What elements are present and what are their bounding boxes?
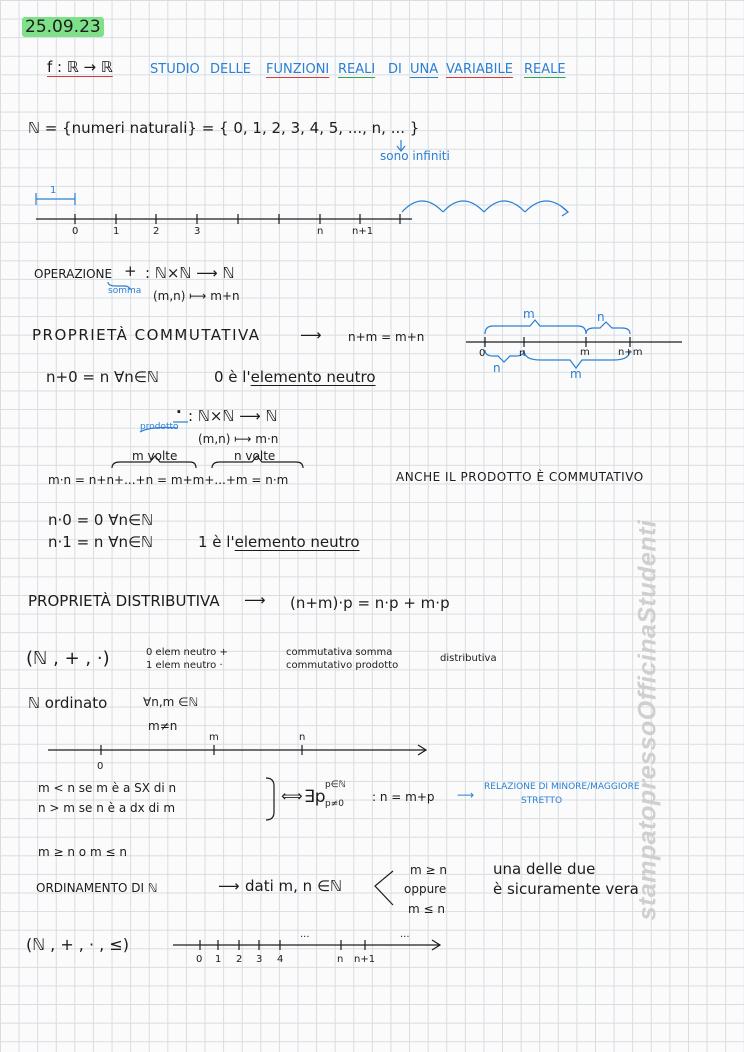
naturals-definition: ℕ = {numeri naturali} = { 0, 1, 2, 3, 4, 5, ..., n, ... } [28, 119, 420, 137]
geq-line: m ≥ n o m ≤ n [38, 845, 127, 859]
title-studio: STUDIO [150, 62, 200, 77]
tick-label: 2 [153, 226, 160, 237]
relation-exists-sup: p∈ℕ [325, 780, 346, 790]
neutral-prod-line1: n·0 = 0 ∀n∈ℕ [48, 511, 154, 529]
product-map: : ℕ×ℕ ⟶ ℕ [188, 407, 278, 425]
commutative-arrow: ⟶ [300, 326, 322, 344]
relation-note-2: STRETTO [521, 796, 563, 806]
diagram-nm-axis: n+m [618, 347, 643, 358]
ordered-cond: m≠n [148, 719, 178, 733]
final-tick: 4 [277, 954, 284, 965]
title-reale: REALE [524, 62, 566, 77]
title-map: f : ℝ → ℝ [47, 58, 113, 76]
distributive-label: PROPRIETÀ DISTRIBUTIVA [28, 592, 220, 610]
tick-label: 3 [194, 226, 201, 237]
sum-map: : ℕ×ℕ ⟶ ℕ [145, 264, 235, 282]
final-tick: 0 [196, 954, 203, 965]
n-volte: n volte [234, 449, 276, 463]
final-tick: n+1 [354, 954, 376, 965]
structure-comm-prod: commutativo prodotto [286, 660, 399, 671]
ordering-given: dati m, n ∈ℕ [245, 877, 343, 895]
diagram-m-bottom: m [570, 367, 582, 381]
operation-label: OPERAZIONE [34, 267, 113, 281]
ordering-right-1: una delle due [493, 860, 596, 878]
sum-symbol: + [124, 262, 137, 280]
title-una: UNA [410, 62, 439, 77]
ordering-label: ORDINAMENTO DI ℕ [36, 881, 158, 895]
ordering-opt3: m ≤ n [408, 902, 445, 916]
tick-label: n+1 [352, 226, 374, 237]
distributive-arrow: ⟶ [244, 591, 266, 609]
distributive-formula: (n+m)·p = n·p + m·p [290, 594, 450, 612]
diagram-zero: 0 [479, 348, 486, 359]
ordered-tick-0: 0 [97, 761, 104, 772]
diagram-n-bottom: n [493, 361, 501, 375]
ordered-quant: ∀n,m ∈ℕ [143, 695, 199, 709]
ordering-right-2: è sicuramente vera [493, 880, 639, 898]
commutative-formula: n+m = m+n [348, 330, 425, 344]
neutral-prod-line2: n·1 = n ∀n∈ℕ [48, 533, 154, 551]
title-reali: REALI [338, 62, 376, 77]
product-symbol: · [176, 403, 182, 421]
product-note: prodotto [140, 422, 179, 432]
watermark: stampatopressoOfficinaStudenti [633, 519, 662, 921]
final-tick: n [337, 954, 344, 965]
sum-rule: (m,n) ⟼ m+n [153, 289, 240, 303]
relation-note-1: RELAZIONE DI MINORE/MAGGIORE [484, 782, 640, 792]
final-tick: 2 [236, 954, 243, 965]
diagram-m-top: m [523, 307, 535, 321]
neutral-sum-formula: n+0 = n ∀n∈ℕ [46, 368, 159, 386]
ordered-label: ℕ ordinato [28, 694, 108, 712]
naturals-note: sono infiniti [380, 149, 450, 163]
unit-label: 1 [50, 185, 57, 196]
structure-tuple: (ℕ , + , ·) [26, 648, 110, 669]
title-funzioni: FUNZIONI [266, 62, 330, 77]
title-delle: DELLE [210, 62, 251, 77]
product-expansion: m·n = n+n+...+n = m+m+...+m = n·m [48, 473, 289, 487]
neutral-sum-text: 0 è l'elemento neutro [214, 368, 376, 386]
diagram-m-axis: m [580, 347, 590, 358]
final-tick: 3 [256, 954, 263, 965]
ordering-opt2: oppure [404, 882, 447, 896]
final-dots-2: ... [400, 929, 410, 940]
relation-less: m < n se m è a SX di n [38, 781, 177, 795]
structure-neutral-prod: 1 elem neutro · [146, 660, 223, 671]
relation-exists-sub: p≠0 [325, 799, 344, 809]
structure-distributive: distributiva [440, 653, 497, 664]
relation-arrow: ⟶ [457, 788, 475, 802]
sum-note: somma [108, 286, 142, 296]
ordered-tick-n: n [299, 732, 306, 743]
tick-label: n [317, 226, 324, 237]
relation-formula: : n = m+p [372, 790, 435, 804]
final-tuple: (ℕ , + , · , ≤) [26, 935, 129, 954]
ordered-tick-m: m [209, 732, 219, 743]
relation-greater: n > m se n è a dx di m [38, 801, 176, 815]
structure-comm-sum: commutativa somma [286, 647, 393, 658]
relation-exists: ∃p [304, 787, 326, 807]
final-tick: 1 [215, 954, 222, 965]
ordering-arrow: ⟶ [218, 877, 240, 895]
product-comment: ANCHE IL PRODOTTO È COMMUTATIVO [396, 470, 644, 484]
final-dots-1: ... [300, 929, 310, 940]
structure-neutral-sum: 0 elem neutro + [146, 647, 228, 658]
commutative-label: PROPRIETÀ COMMUTATIVA [32, 326, 261, 344]
date: 25.09.23 [22, 19, 104, 36]
product-rule: (m,n) ⟼ m·n [198, 432, 279, 446]
tick-label: 0 [72, 226, 79, 237]
ordering-opt1: m ≥ n [410, 863, 447, 877]
m-volte: m volte [132, 449, 178, 463]
tick-label: 1 [113, 226, 120, 237]
relation-equiv: ⟺ [281, 787, 303, 805]
title-di: DI [388, 62, 402, 77]
diagram-n-top: n [597, 310, 605, 324]
diagram-n-axis: n [519, 348, 526, 359]
title-variabile: VARIABILE [446, 62, 513, 77]
neutral-prod-text: 1 è l'elemento neutro [198, 533, 360, 551]
